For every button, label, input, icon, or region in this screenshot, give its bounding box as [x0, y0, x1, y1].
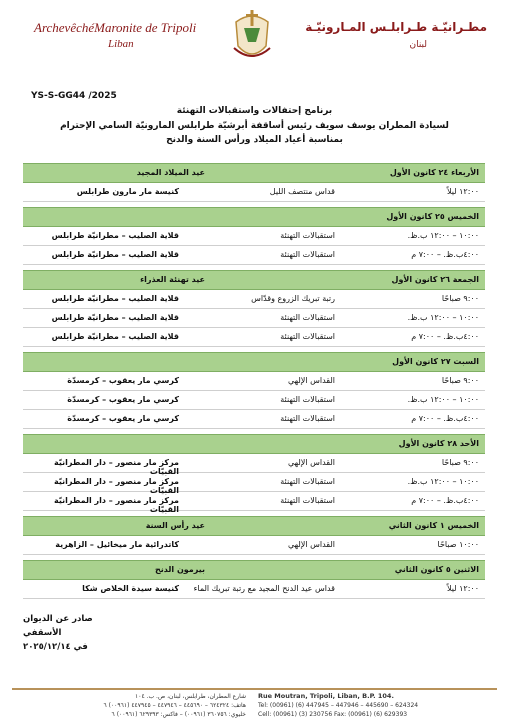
footer-fax-ar: خليوي: ٣٦٠٧٥٦ (٠٠٩٦١) – فاكس: ٦٢٩٣٩٣ (٠٠٩٦١) ٦: [111, 711, 246, 718]
time: ٩:٠٠ صباحًا: [441, 294, 479, 303]
schedule-row: [23, 473, 485, 495]
schedule-row: [23, 246, 485, 265]
time: ٩:٠٠ صباحًا: [441, 376, 479, 385]
day-label: الخميس ١ كانون الثاني: [388, 521, 479, 530]
event: استقبالات التهنئة: [280, 414, 335, 423]
schedule-row: [23, 454, 485, 476]
schedule-row: [23, 328, 485, 347]
title-line: برنامج إحتفالات واستقبالات التهنئة: [176, 106, 333, 116]
day-header: [23, 207, 485, 227]
archdiocese-name-fr: ArchevêchéMaronite de Tripoli: [34, 20, 197, 35]
country-ar: لبنان: [409, 40, 427, 50]
event: استقبالات التهنئة: [280, 332, 335, 341]
event: استقبالات التهنئة: [280, 250, 335, 259]
time: ١٠:٠٠ – ١٢:٠٠ ب.ظ.: [407, 313, 479, 322]
place: كاتدرائية مار ميخائيل – الزاهرية: [55, 540, 179, 549]
title-line: لسيادة المطران يوسف سويف رئيس أساقفة أبرشيّة طرابلس المارونيّة السامي الإحترام: [60, 120, 449, 131]
schedule-row: [23, 227, 485, 246]
event: استقبالات التهنئة: [280, 496, 335, 505]
footer-phone-fr: Tel: (00961) (6) 447945 – 447946 – 445690 – 624324: [258, 702, 419, 709]
place: مركز مار منصور – دار المطرانيّة القبيّات: [54, 496, 179, 514]
occasion-label: بيرمون الدنح: [155, 565, 205, 574]
place: قلاية الصليب – مطرانيّة طرابلس: [51, 250, 179, 259]
event: قداس عيد الدنح المجيد مع رتبة تبريك الماء: [193, 584, 335, 593]
schedule-row: [23, 183, 485, 202]
schedule-row: [23, 410, 485, 429]
time: ٤:٠٠ب.ظ. – ٧:٠٠ م: [411, 332, 479, 341]
place: كنيسة مار مارون طرابلس: [76, 187, 179, 196]
document-title: [0, 104, 509, 148]
footer-contact-ar: [16, 692, 246, 719]
schedule-row: [23, 492, 485, 514]
letterhead: [0, 0, 509, 80]
event: قداس منتصف الليل: [269, 187, 335, 196]
time: ٤:٠٠ب.ظ. – ٧:٠٠ م: [411, 496, 479, 505]
place: قلاية الصليب – مطرانيّة طرابلس: [51, 231, 179, 240]
schedule-table: [23, 163, 485, 599]
schedule-row: [23, 580, 485, 599]
schedule-row: [23, 372, 485, 391]
day-label: السبت ٢٧ كانون الأول: [392, 357, 479, 366]
place: كرسي مار يعقوب – كرمسدّة: [67, 414, 179, 423]
event: القداس الإلهي: [287, 458, 335, 467]
day-header: [23, 270, 485, 290]
time: ١٠:٠٠ – ١٢:٠٠ ب.ظ.: [407, 477, 479, 486]
footer-address-fr: Rue Moutran, Tripoli, Liban, B.P. 104.: [258, 692, 394, 700]
event: رتبة تبريك الزروع وقدّاس: [251, 294, 335, 303]
footer-contact-fr: [258, 692, 498, 719]
event: استقبالات التهنئة: [280, 477, 335, 486]
footer-address-ar: شارع المطران، طرابلس، لبنان، ص. ب. ١٠٤: [135, 693, 246, 700]
place: مركز مار منصور – دار المطرانيّة القبيّات: [54, 477, 179, 495]
occasion-label: عيد رأس السنة: [145, 521, 205, 530]
country-fr: Liban: [108, 38, 134, 50]
schedule-row: [23, 290, 485, 309]
archdiocese-name-ar: مطـرانيّـة طـرابلـس المـارونيّـة: [305, 20, 487, 34]
day-header: [23, 560, 485, 580]
place: كرسي مار يعقوب – كرمسدّة: [67, 395, 179, 404]
day-label: الأربعاء ٢٤ كانون الأول: [389, 168, 479, 177]
day-label: الجمعة ٢٦ كانون الأول: [391, 275, 479, 284]
time: ٩:٠٠ صباحًا: [441, 458, 479, 467]
issued-date: في ٢٠٢٥/١٢/١٤: [23, 642, 88, 652]
place: قلاية الصليب – مطرانيّة طرابلس: [51, 294, 179, 303]
time: ١٢:٠٠ ليلاً: [446, 187, 479, 196]
time: ٤:٠٠ب.ظ. – ٧:٠٠ م: [411, 414, 479, 423]
place: كرسي مار يعقوب – كرمسدّة: [67, 376, 179, 385]
issued-by: [23, 612, 133, 654]
place: كنيسة سيدة الخلاص شكا: [82, 584, 179, 593]
event: القداس الإلهي: [287, 540, 335, 549]
time: ١٠:٠٠ – ١٢:٠٠ ب.ظ.: [407, 395, 479, 404]
issued-office: صادر عن الديوان الأسقفي: [23, 614, 93, 638]
day-label: الأحد ٢٨ كانون الأول: [398, 439, 479, 448]
time: ١٠:٠٠ صباحًا: [437, 540, 479, 549]
place: قلاية الصليب – مطرانيّة طرابلس: [51, 313, 179, 322]
footer-divider: [12, 688, 497, 690]
time: ١٠:٠٠ – ١٢:٠٠ ب.ظ.: [407, 231, 479, 240]
footer-fax-fr: Cell: (00961) (3) 230756 Fax: (00961) (6) 629393: [258, 711, 408, 718]
event: استقبالات التهنئة: [280, 313, 335, 322]
time: ٤:٠٠ب.ظ. – ٧:٠٠ م: [411, 250, 479, 259]
occasion-label: عيد الميلاد المجيد: [136, 168, 205, 177]
event: القداس الإلهي: [287, 376, 335, 385]
schedule-row: [23, 391, 485, 410]
reference-number: YS-S-GG44 /2025: [31, 91, 117, 101]
event: استقبالات التهنئة: [280, 231, 335, 240]
time: ١٢:٠٠ ليلاً: [446, 584, 479, 593]
event: استقبالات التهنئة: [280, 395, 335, 404]
place: مركز مار منصور – دار المطرانيّة القبيّات: [54, 458, 179, 476]
footer-phone-ar: هاتف: ٦٢٤٣٢٤ – ٤٤٥٦٩٠ – ٤٤٧٩٤٦ – ٤٤٧٩٤٥ (٠٠٩٦١) ٦: [103, 702, 246, 709]
occasion-label: عيد تهنئة العذراء: [140, 275, 205, 284]
coat-of-arms-icon: [228, 8, 276, 64]
schedule-row: [23, 309, 485, 328]
day-header: [23, 163, 485, 183]
day-header: [23, 434, 485, 454]
day-label: الاثنين ٥ كانون الثاني: [394, 565, 479, 574]
day-header: [23, 516, 485, 536]
title-line: بمناسبة أعياد الميلاد ورأس السنة والدنح: [166, 135, 343, 145]
day-label: الخميس ٢٥ كانون الأول: [386, 212, 479, 221]
place: قلاية الصليب – مطرانيّة طرابلس: [51, 332, 179, 341]
day-header: [23, 352, 485, 372]
schedule-row: [23, 536, 485, 555]
